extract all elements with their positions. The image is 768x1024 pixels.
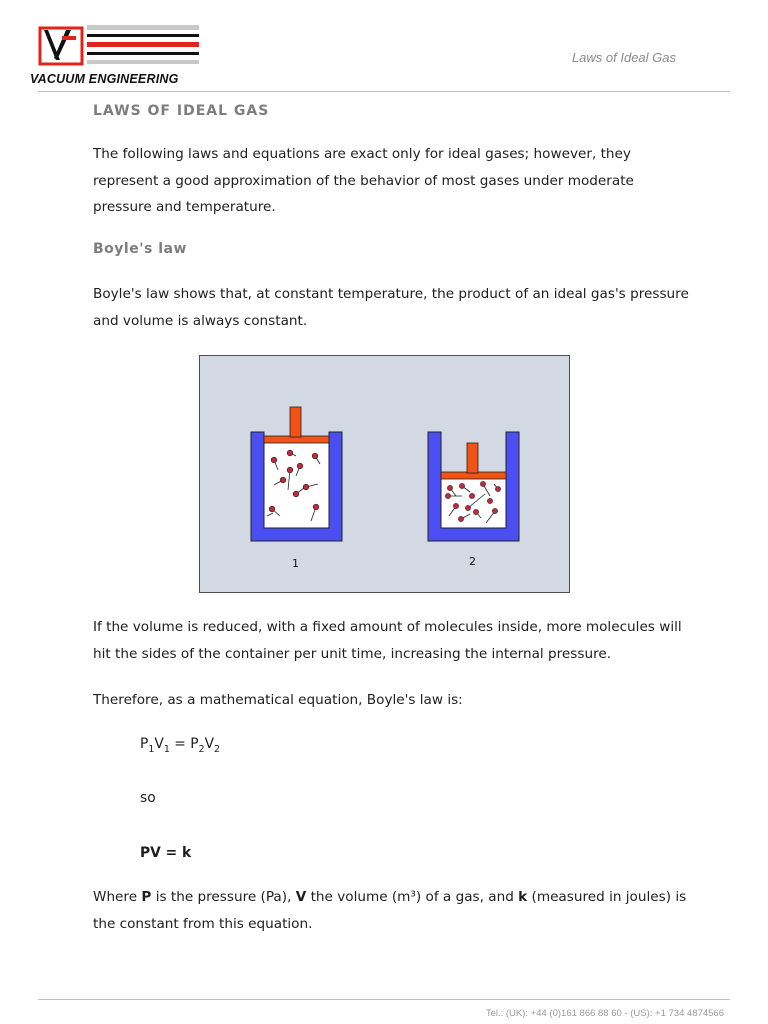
container-2-label: 2 (469, 555, 476, 568)
boyle-paragraph: Boyle's law shows that, at constant temperature, the product of an ideal gas's pressure and volume is always constant. (93, 286, 689, 329)
container-1-label: 1 (292, 557, 299, 570)
footer-contact: Tel.: (UK): +44 (0)161 866 88 60 - (US): +1 734 4874566 (485, 1008, 724, 1019)
company-logo (30, 22, 200, 88)
page-title: LAWS OF IDEAL GAS (93, 103, 270, 119)
therefore-paragraph: Therefore, as a mathematical equation, Boyle's law is: (93, 692, 463, 708)
container-2 (428, 432, 519, 541)
logo-text: VACUUM ENGINEERING (30, 72, 179, 86)
pv-equals-k-equation: PV = k (140, 845, 192, 861)
container-1 (251, 407, 342, 541)
section-heading-boyles-law: Boyle's law (93, 241, 187, 257)
header-divider (38, 91, 730, 92)
boyles-law-diagram (199, 355, 570, 593)
symbol-p: P (141, 889, 152, 905)
where-paragraph: Where P is the pressure (Pa), V the volume (m³) of a gas, and k (measured in joules) is the constant from this equation. (93, 889, 687, 932)
symbol-v: V (295, 889, 307, 905)
intro-paragraph: The following laws and equations are exact only for ideal gases; however, they represent a good approximation of the behavior of most gases under moderate pressure and temperature. (93, 146, 634, 215)
container-illustration (200, 356, 569, 592)
boyle-equation: $P_1V_1 = P_2V_2$ (140, 736, 221, 755)
symbol-k: k (518, 889, 528, 905)
volume-paragraph: If the volume is reduced, with a fixed amount of molecules inside, more molecules will hit the sides of the container per unit time, increasing the internal pressure. (93, 619, 682, 662)
footer-divider (38, 999, 730, 1000)
so-text: so (140, 790, 156, 806)
header-title: Laws of Ideal Gas (571, 50, 676, 65)
logo-mark (30, 22, 200, 74)
